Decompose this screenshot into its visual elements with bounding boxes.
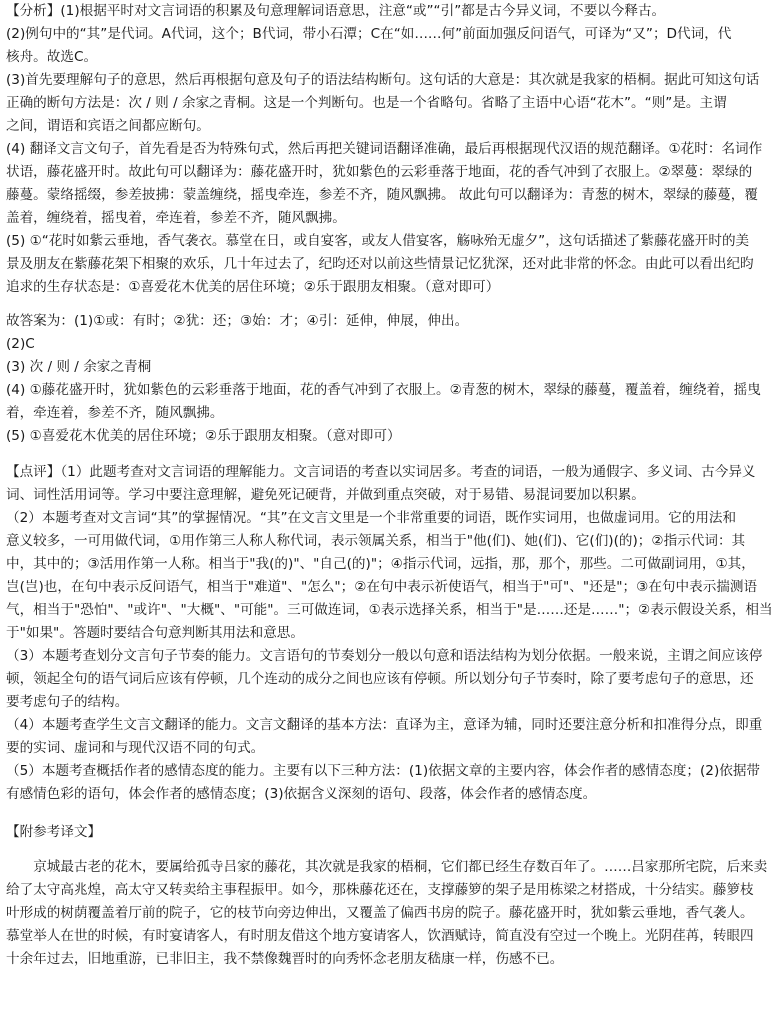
comment-line: （2）本题考查对文言词“其”的掌握情况。“其”在文言文里是一个非常重要的词语，既作实词用，也做虚词用。它的用法和 bbox=[6, 510, 737, 526]
analysis-line: 核舟。故选C。 bbox=[6, 49, 98, 65]
analysis-line: (4) 翻译文言文句子，首先看是否为特殊句式，然后再把关键词语翻译准确，最后再根据现代汉语的规范翻译。①花时：名词作 bbox=[6, 141, 763, 157]
comment-line: 要的实词、虚词和与现代汉语不同的句式。 bbox=[6, 740, 265, 756]
answer-line: (5) ①喜爱花木优美的居住环境；②乐于跟朋友相聚。（意对即可） bbox=[6, 428, 401, 444]
analysis-line: 藤蔓。蒙络摇缀，参差披拂：蒙盖缠绕，摇曳牵连，参差不齐，随风飘拂。 故此句可以翻译为：青葱的树木，翠绿的藤蔓，覆 bbox=[6, 187, 758, 203]
comment-line: 要考虑句子的结构。 bbox=[6, 694, 129, 710]
answer-line: 故答案为：(1)①或：有时；②犹：还；③始：才；④引：延伸，伸展，伸出。 bbox=[6, 313, 469, 329]
analysis-line: (3)首先要理解句子的意思，然后再根据句意及句子的语法结构断句。这句话的大意是：其次就是我家的梧桐。据此可知这句话 bbox=[6, 72, 760, 88]
comment-line: （4）本题考查学生文言文翻译的能力。文言文翻译的基本方法：直译为主，意译为辅，同时还要注意分析和扣准得分点，即重 bbox=[6, 717, 763, 733]
answer-line: (2)C bbox=[6, 336, 35, 352]
answer-section bbox=[6, 310, 774, 448]
comment-line: 【点评】（1）此题考查对文言词语的理解能力。文言词语的考查以实词居多。考查的词语，一般为通假字、多义词、古今异义 bbox=[6, 464, 756, 480]
analysis-line: 盖着，缠绕着，摇曳着，牵连着，参差不齐，随风飘拂。 bbox=[6, 210, 346, 226]
analysis-line: 正确的断句方法是：次 / 则 / 余家之青桐。这是一个判断句。也是一个省略句。省略了主语中心语“花木”。“则”是。主谓 bbox=[6, 95, 727, 111]
comment-line: 有感情色彩的语句，体会作者的感情态度；(3)依据含义深刻的语句、段落，体会作者的感情态度。 bbox=[6, 786, 597, 802]
answer-line: (3) 次 / 则 / 余家之青桐 bbox=[6, 359, 152, 375]
answer-line: 着，牵连着，参差不齐，随风飘拂。 bbox=[6, 405, 224, 421]
comment-line: 顿，领起全句的语气词后应该有停顿，几个连动的成分之间也应该有停顿。所以划分句子节奏时，除了要考虑句子的意思，还 bbox=[6, 671, 754, 687]
comment-line: 词、词性活用词等。学习中要注意理解，避免死记硬背，并做到重点突破，对于易错、易混词要加以积累。 bbox=[6, 487, 645, 503]
translation-line: 给了太守高兆煌，高太守又转卖给主事程振甲。如今，那株藤花还在，支撑藤箩的架子是用栋梁之材搭成，十分结实。藤箩枝 bbox=[6, 882, 754, 898]
answer-line: (4) ①藤花盛开时，犹如紫色的云彩垂落于地面，花的香气冲到了衣服上。②青葱的树木，翠绿的藤蔓，覆盖着，缠绕着，摇曳 bbox=[6, 382, 761, 398]
translation-heading: 【附参考译文】 bbox=[6, 824, 102, 840]
comment-line: （3）本题考查划分文言句子节奏的能力。文言语句的节奏划分一般以句意和语法结构为划分依据。一般来说，主谓之间应该停 bbox=[6, 648, 763, 664]
comment-section bbox=[6, 461, 774, 806]
translation-line: 叶形成的树荫覆盖着厅前的院子，它的枝节向旁边伸出，又覆盖了偏西书房的院子。藤花盛开时，犹如紫云垂地，香气袭人。 bbox=[6, 905, 754, 921]
analysis-line: (5) ①“花时如紫云垂地，香气袭衣。慕堂在日，或自宴客，或友人借宴客，觞咏殆无虚夕”，这句话描述了紫藤花盛开时的美 bbox=[6, 233, 750, 249]
comment-line: （5）本题考查概括作者的感情态度的能力。主要有以下三种方法：(1)依据文章的主要内容，体会作者的感情态度；(2)依据带 bbox=[6, 763, 761, 779]
analysis-section bbox=[6, 0, 774, 299]
comment-line: 意义较多，一可用做代词，①用作第三人称人称代词，表示领属关系，相当于"他(们)、她(们)、它(们)(的)；②指示代词：其 bbox=[6, 533, 746, 549]
analysis-line: 之间，谓语和宾语之间都应断句。 bbox=[6, 118, 210, 134]
analysis-line: 【分析】(1)根据平时对文言词语的积累及句意理解词语意思，注意“或”“引”都是古今异义词，不要以今释古。 bbox=[6, 3, 666, 19]
translation-line: 京城最古老的花木，要属给孤寺吕家的藤花，其次就是我家的梧桐，它们都已经生存数百年了。……吕家那所宅院，后来卖 bbox=[33, 859, 768, 875]
translation-line: 十余年过去，旧地重游，已非旧主，我不禁像魏晋时的向秀怀念老朋友嵇康一样，伤感不已。 bbox=[6, 951, 564, 967]
comment-line: 岂(岂)也，在句中表示反问语气，相当于"难道"、"怎么"；②在句中表示祈使语气，相当于"可"、"还是"；③在句中表示揣测语 bbox=[6, 579, 758, 595]
analysis-line: 景及朋友在紫藤花架下相聚的欢乐，几十年过去了，纪昀还对以前这些情景记忆犹深，还对此非常的怀念。由此可以看出纪昀 bbox=[6, 256, 754, 272]
analysis-line: 状语，藤花盛开时。故此句可以翻译为：藤花盛开时，犹如紫色的云彩垂落于地面，花的香气冲到了衣服上。②翠蔓：翠绿的 bbox=[6, 164, 753, 180]
translation-section bbox=[6, 821, 774, 971]
translation-line: 慕堂举人在世的时候，有时宴请客人，有时朋友借这个地方宴请客人，饮酒赋诗，简直没有空过一个晚上。光阴荏苒，转眼四 bbox=[6, 928, 754, 944]
analysis-line: (2)例句中的“其”是代词。A代词，这个；B代词，带小石潭；C在“如……何”前面加强反问语气，可译为“又”；D代词，代 bbox=[6, 26, 732, 42]
comment-line: 于"如果"。答题时要结合句意判断其用法和意思。 bbox=[6, 625, 304, 641]
comment-line: 中，其中的；③活用作第一人称。相当于"我(的)"、"自己(的)"；④指示代词，远指，那，那个，那些。二可做副词用，①其， bbox=[6, 556, 755, 572]
comment-line: 气，相当于"恐怕"、"或许"、"大概"、"可能"。三可做连词，①表示选择关系，相当于"是……还是……"；②表示假设关系，相当 bbox=[6, 602, 773, 618]
analysis-line: 追求的生存状态是：①喜爱花木优美的居住环境；②乐于跟朋友相聚。（意对即可） bbox=[6, 279, 500, 295]
